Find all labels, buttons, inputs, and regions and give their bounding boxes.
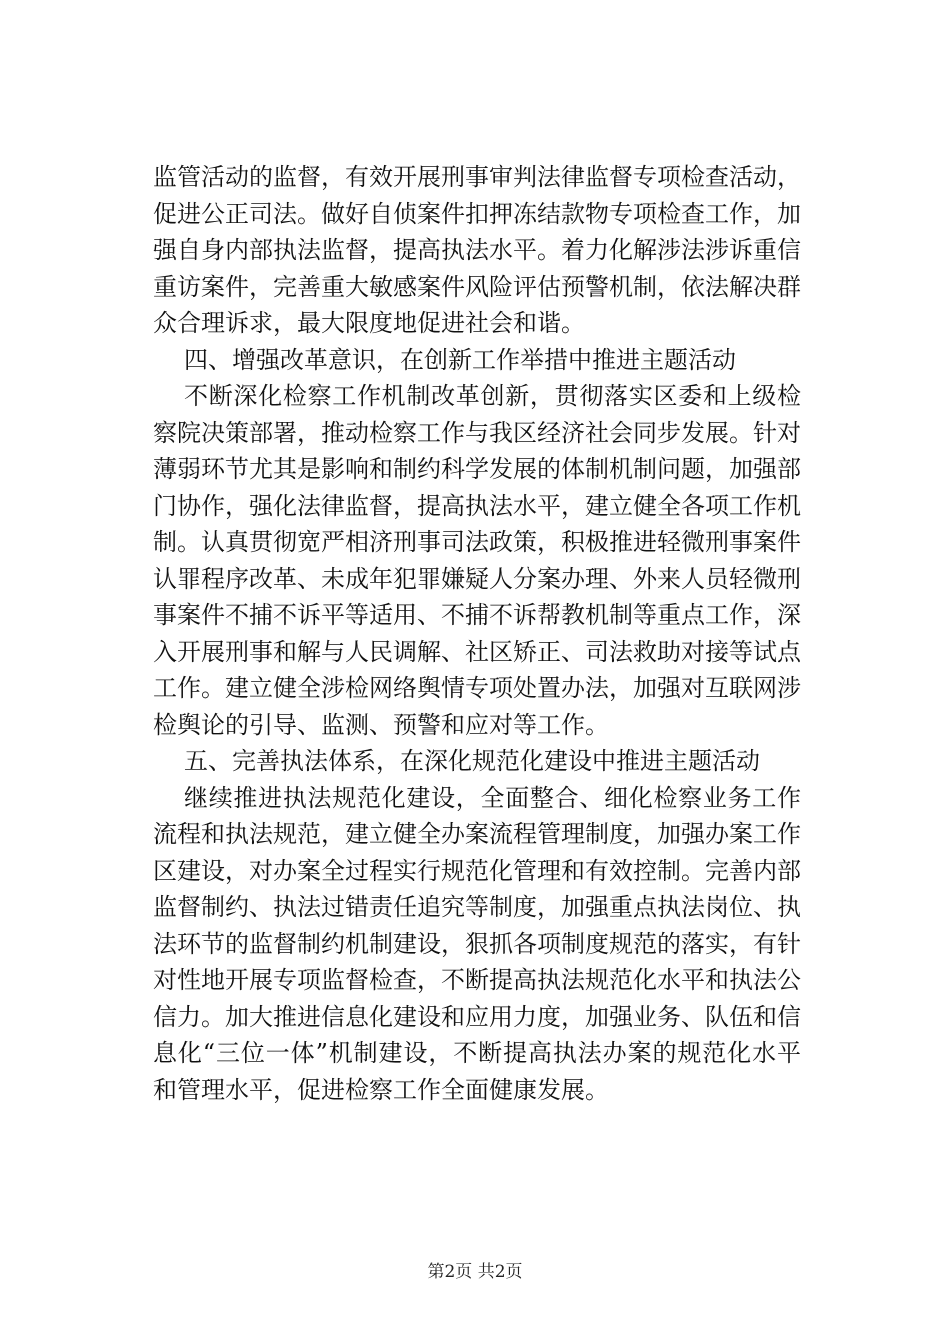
document-body (153, 159, 801, 1108)
paragraph-line: 察院决策部署，推动检察工作与我区经济社会同步发展。针对 (153, 418, 801, 447)
paragraph-line: 和管理水平，促进检察工作全面健康发展。 (153, 1075, 609, 1104)
paragraph-line: 重访案件，完善重大敏感案件风险评估预警机制，依法解决群 (153, 272, 801, 301)
paragraph-line: 监督制约、执法过错责任追究等制度，加强重点执法岗位、执 (153, 893, 801, 921)
section-heading: 五、完善执法体系，在深化规范化建设中推进主题活动 (184, 747, 760, 775)
paragraph-line: 流程和执法规范，建立健全办案流程管理制度，加强办案工作 (153, 820, 801, 848)
section-heading: 四、增强改革意识，在创新工作举措中推进主题活动 (184, 345, 736, 374)
paragraph-line: 信力。加大推进信息化建设和应用力度，加强业务、队伍和信 (153, 1002, 801, 1031)
paragraph-line: 事案件不捕不诉平等适用、不捕不诉帮教机制等重点工作，深 (153, 601, 801, 629)
paragraph-line: 检舆论的引导、监测、预警和应对等工作。 (153, 710, 609, 739)
paragraph-line: 工作。建立健全涉检网络舆情专项处置办法，加强对互联网涉 (153, 674, 801, 702)
paragraph-line: 认罪程序改革、未成年犯罪嫌疑人分案办理、外来人员轻微刑 (153, 564, 801, 593)
paragraph-line: 薄弱环节尤其是影响和制约科学发展的体制机制问题，加强部 (153, 455, 801, 483)
paragraph-line: 众合理诉求，最大限度地促进社会和谐。 (153, 309, 585, 337)
paragraph-line: 监管活动的监督，有效开展刑事审判法律监督专项检查活动， (153, 163, 801, 191)
paragraph-line: 促进公正司法。做好自侦案件扣押冻结款物专项检查工作，加 (153, 199, 801, 228)
paragraph-line: 强自身内部执法监督，提高执法水平。着力化解涉法涉诉重信 (153, 236, 801, 264)
paragraph-line: 息化“三位一体”机制建设，不断提高执法办案的规范化水平 (153, 1039, 801, 1067)
paragraph-line: 区建设，对办案全过程实行规范化管理和有效控制。完善内部 (153, 856, 801, 885)
paragraph-line: 制。认真贯彻宽严相济刑事司法政策，积极推进轻微刑事案件 (153, 528, 801, 556)
paragraph-line: 继续推进执法规范化建设，全面整合、细化检察业务工作 (184, 783, 801, 812)
paragraph-line: 对性地开展专项监督检查，不断提高执法规范化水平和执法公 (153, 966, 801, 994)
paragraph-line: 不断深化检察工作机制改革创新，贯彻落实区委和上级检 (184, 382, 801, 410)
paragraph-line: 门协作，强化法律监督，提高执法水平，建立健全各项工作机 (153, 491, 801, 520)
paragraph-line: 入开展刑事和解与人民调解、社区矫正、司法救助对接等试点 (153, 637, 801, 666)
paragraph-line: 法环节的监督制约机制建设，狠抓各项制度规范的落实，有针 (153, 929, 801, 958)
page-number-footer: 第2页 共2页 (427, 1262, 523, 1282)
